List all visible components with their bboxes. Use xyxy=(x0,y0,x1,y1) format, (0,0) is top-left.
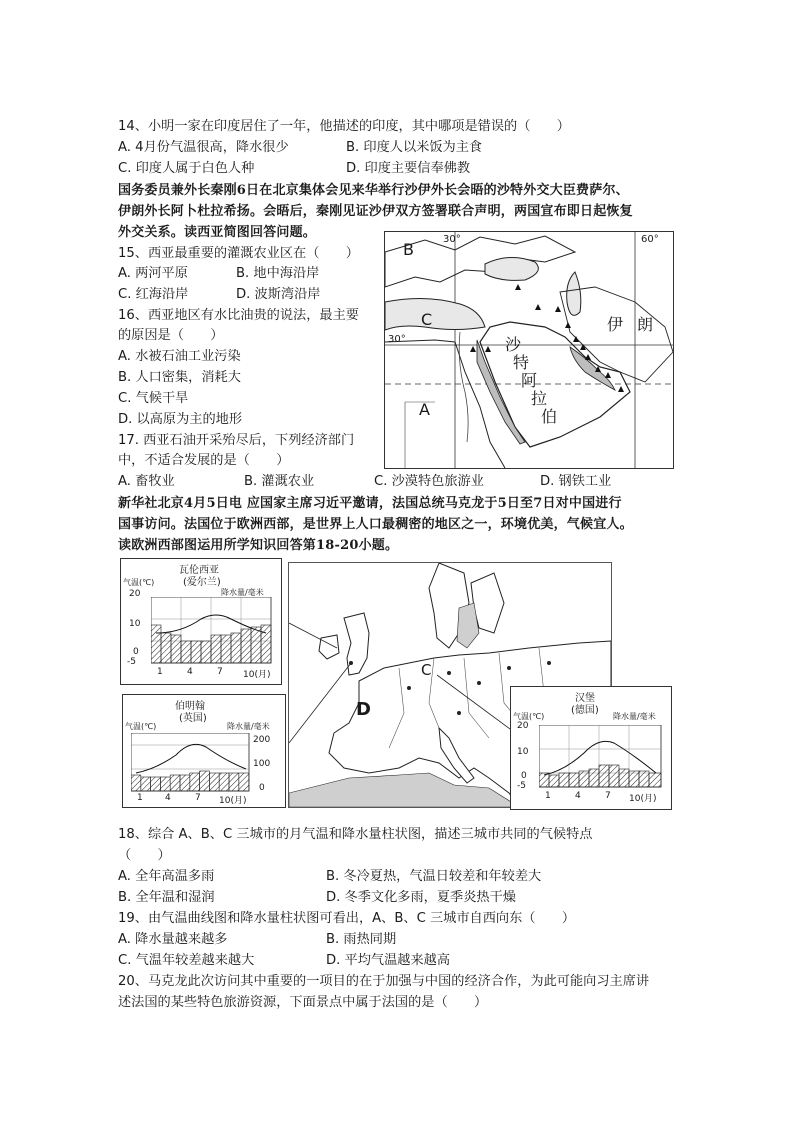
chart-c-subtitle: (德国) xyxy=(571,705,599,716)
precip-bar xyxy=(589,769,599,787)
oil-icon xyxy=(515,284,521,290)
chart-b-ylabel: 气温(℃) xyxy=(125,722,157,731)
precip-bar xyxy=(200,771,210,791)
chart-a-tick-20: 20 xyxy=(129,589,141,599)
chart-a-ylabel: 气温(℃) xyxy=(123,578,155,587)
q15-option-a: A. 两河平原 xyxy=(118,266,188,281)
passage1-line3: 外交关系。读西亚简图回答问题。 xyxy=(118,225,317,240)
europe-figure xyxy=(118,558,672,810)
map1-saudi-3: 阿 xyxy=(521,371,538,390)
chart-b-rtick-0: 0 xyxy=(259,783,265,793)
map1-saudi-5: 伯 xyxy=(541,407,558,426)
precip-bar xyxy=(559,773,569,787)
q17-stem-1: 17. 西亚石油开采殆尽后，下列经济部门 xyxy=(118,433,355,448)
map1-lon-60: 60° xyxy=(641,234,659,245)
city-dot xyxy=(477,681,481,685)
chart-a-month-10: 10(月) xyxy=(243,670,271,680)
precip-bar xyxy=(629,771,639,787)
q18-option-c: B. 全年温和湿润 xyxy=(118,890,215,905)
chart-b-month-1: 1 xyxy=(137,793,143,803)
q15-option-d: D. 波斯湾沿岸 xyxy=(236,287,321,302)
chart-a-month-1: 1 xyxy=(157,667,163,677)
map2-label-d: D xyxy=(356,699,371,720)
q16-option-d: D. 以高原为主的地形 xyxy=(118,412,243,427)
chart-b-grid xyxy=(131,745,249,769)
chart-a-tick-0: 0 xyxy=(133,647,139,657)
precip-bar xyxy=(549,775,559,787)
chart-a-month-4: 4 xyxy=(187,667,193,677)
precip-bar xyxy=(639,771,649,787)
precip-bar xyxy=(569,773,579,787)
city-dot xyxy=(457,711,461,715)
q16-stem-1: 16、西亚地区有水比油贵的说法，最主要 xyxy=(118,308,359,323)
precip-bar xyxy=(131,775,141,791)
oil-icon xyxy=(535,304,541,310)
precip-bar xyxy=(649,773,661,787)
q19-option-c: C. 气温年较差越来越大 xyxy=(118,953,255,968)
q14-option-d: D. 印度主要信奉佛教 xyxy=(346,161,471,176)
precip-bar xyxy=(239,773,249,791)
chart-b-rtick-100: 100 xyxy=(253,759,271,769)
map1-saudi-2: 特 xyxy=(513,353,530,372)
precip-bar xyxy=(539,773,549,787)
chart-hamburg xyxy=(510,686,672,810)
q15-option-b: B. 地中海沿岸 xyxy=(236,266,320,281)
precip-bar xyxy=(209,773,219,791)
chart-a-tick-10: 10 xyxy=(129,619,141,629)
map1-saudi-4: 拉 xyxy=(531,389,548,408)
q20-stem-2: 述法国的某些特色旅游资源，下面景点中属于法国的是（ ） xyxy=(118,995,488,1010)
q15-stem: 15、西亚最重要的灌溉农业区在（ ） xyxy=(118,246,359,261)
oil-icon xyxy=(573,336,579,342)
map2-label-c: C xyxy=(421,661,432,679)
q18-option-a: A. 全年高温多雨 xyxy=(118,869,215,884)
oil-icon xyxy=(618,386,624,392)
chart-c-bars xyxy=(539,765,661,787)
city-dot xyxy=(507,666,511,670)
chart-c-tick-m5: -5 xyxy=(517,781,526,791)
precip-bar xyxy=(160,777,170,791)
chart-c-month-1: 1 xyxy=(545,791,551,801)
precip-bar xyxy=(161,633,171,663)
q14-option-c: C. 印度人属于白色人种 xyxy=(118,161,255,176)
oil-icon xyxy=(565,322,571,328)
map1-label-b: B xyxy=(403,240,414,259)
q17-stem-2: 中，不适合发展的是（ ） xyxy=(118,453,290,468)
map1-iran-1: 伊 xyxy=(607,315,624,334)
q14-stem: 14、小明一家在印度居住了一年，他描述的印度，其中哪项是错误的（ ） xyxy=(118,119,570,134)
chart-b-plot xyxy=(131,733,251,793)
chart-a-plot xyxy=(151,597,273,665)
chart-c-tick-0: 0 xyxy=(521,771,527,781)
q18-stem-1: 18、综合 A、B、C 三城市的月气温和降水量柱状图，描述三城市共同的气候特点 xyxy=(118,827,593,842)
precip-bar xyxy=(619,769,629,787)
precip-bar xyxy=(231,633,241,663)
chart-b-title: 伯明翰 xyxy=(175,701,205,712)
precip-bar xyxy=(219,773,229,791)
precip-bar xyxy=(261,625,271,663)
precip-bar xyxy=(171,635,181,663)
map1-label-c: C xyxy=(421,310,433,329)
map1-lat-30: 30° xyxy=(388,334,406,345)
q16-option-c: C. 气候干旱 xyxy=(118,391,189,406)
q17-option-b: B. 灌溉农业 xyxy=(244,474,315,489)
q17-option-c: C. 沙漠特色旅游业 xyxy=(374,474,484,489)
chart-c-month-4: 4 xyxy=(575,791,581,801)
precip-bar xyxy=(190,773,200,791)
chart-a-month-7: 7 xyxy=(217,667,223,677)
caspian-sea xyxy=(567,272,581,315)
precip-bar xyxy=(170,775,180,791)
q16-option-a: A. 水被石油工业污染 xyxy=(118,349,241,364)
chart-c-plot xyxy=(539,725,663,789)
map1-iran-2: 朗 xyxy=(637,315,654,334)
mediterranean-sea xyxy=(385,298,485,330)
q14-option-b: B. 印度人以米饭为主食 xyxy=(346,140,483,155)
passage2-line1: 新华社北京4月5日电 应国家主席习近平邀请，法国总统马克龙于5日至7日对中国进行 xyxy=(118,496,622,511)
chart-c-tick-10: 10 xyxy=(517,747,529,757)
chart-b-month-7: 7 xyxy=(195,793,201,803)
chart-a-rlabel: 降水量/毫米 xyxy=(221,588,264,597)
q19-option-d: D. 平均气温越来越高 xyxy=(326,953,451,968)
chart-c-tick-20: 20 xyxy=(517,721,529,731)
chart-b-subtitle: (英国) xyxy=(179,713,207,724)
q16-stem-2: 的原因是（ ） xyxy=(118,328,224,343)
q18-stem-2: （ ） xyxy=(118,848,171,863)
precip-bar xyxy=(229,773,239,791)
chart-b-temp-line xyxy=(136,744,246,773)
passage1-line2: 伊朗外长阿卜杜拉希扬。会晤后，秦刚见证沙伊双方签署联合声明，两国宣布即日起恢复 xyxy=(118,204,633,219)
q15-option-c: C. 红海沿岸 xyxy=(118,287,189,302)
passage2-line3: 读欧洲西部图运用所学知识回答第18-20小题。 xyxy=(118,538,399,553)
q19-stem: 19、由气温曲线图和降水量柱状图可看出，A、B、C 三城市自西向东（ ） xyxy=(118,911,576,926)
black-sea xyxy=(485,257,538,280)
map1-label-a: A xyxy=(419,400,430,419)
q14-option-a: A. 4月份气温很高，降水很少 xyxy=(118,140,289,155)
chart-b-bars xyxy=(131,771,249,791)
map1-lon-30: 30° xyxy=(443,234,461,245)
chart-b-month-10: 10(月) xyxy=(219,796,247,806)
passage2-line2: 国事访问。法国位于欧洲西部，是世界上人口最稠密的地区之一，环境优美，气候宜人。 xyxy=(118,517,633,532)
oil-icon xyxy=(470,346,476,352)
chart-valentia xyxy=(120,558,282,685)
precip-bar xyxy=(599,765,609,787)
chart-b-rlabel: 降水量/毫米 xyxy=(227,722,270,731)
precip-bar xyxy=(201,641,211,663)
precip-bar xyxy=(251,627,261,663)
chart-a-subtitle: (爱尔兰) xyxy=(183,577,221,588)
chart-c-month-10: 10(月) xyxy=(629,794,657,804)
oil-icon xyxy=(605,372,611,378)
precip-bar xyxy=(221,635,231,663)
q20-stem-1: 20、马克龙此次访问其中重要的一项目的在于加强与中国的经济合作，为此可能向习主席讲 xyxy=(118,974,650,989)
precip-bar xyxy=(241,629,251,663)
q19-option-b: B. 雨热同期 xyxy=(326,932,397,947)
city-dot xyxy=(447,671,451,675)
precip-bar xyxy=(191,641,201,663)
chart-c-month-7: 7 xyxy=(605,791,611,801)
chart-birmingham xyxy=(122,694,286,808)
q19-option-a: A. 降水量越来越多 xyxy=(118,932,228,947)
chart-c-rlabel: 降水量/毫米 xyxy=(613,712,656,721)
west-asia-map xyxy=(384,231,674,469)
precip-bar xyxy=(211,635,221,663)
nile-river xyxy=(459,332,468,442)
precip-bar xyxy=(151,625,161,663)
chart-b-month-4: 4 xyxy=(165,793,171,803)
chart-a-title: 瓦伦西亚 xyxy=(179,565,219,576)
chart-c-title: 汉堡 xyxy=(575,693,595,704)
map1-saudi-1: 沙 xyxy=(505,335,522,354)
precip-bar xyxy=(141,777,151,791)
precip-bar xyxy=(609,765,619,787)
q17-option-d: D. 钢铁工业 xyxy=(540,474,612,489)
city-dot xyxy=(547,661,551,665)
city-dot xyxy=(407,686,411,690)
precip-bar xyxy=(181,641,191,663)
oil-icon xyxy=(555,306,561,312)
q17-option-a: A. 畜牧业 xyxy=(118,474,175,489)
q16-option-b: B. 人口密集，消耗大 xyxy=(118,370,241,385)
q18-option-b: B. 冬冷夏热，气温日较差和年较差大 xyxy=(326,869,542,884)
chart-a-tick-m5: -5 xyxy=(127,657,136,667)
chart-c-ylabel: 气温(℃) xyxy=(513,712,545,721)
q18-option-d: D. 冬季文化多雨，夏季炎热干燥 xyxy=(326,890,516,905)
oil-icon xyxy=(485,346,491,352)
precip-bar xyxy=(151,777,161,791)
precip-bar xyxy=(180,775,190,791)
passage1-line1: 国务委员兼外长秦刚6日在北京集体会见来华举行沙伊外长会晤的沙特外交大臣费萨尔、 xyxy=(118,183,629,198)
chart-b-rtick-200: 200 xyxy=(253,735,271,745)
precip-bar xyxy=(579,771,589,787)
